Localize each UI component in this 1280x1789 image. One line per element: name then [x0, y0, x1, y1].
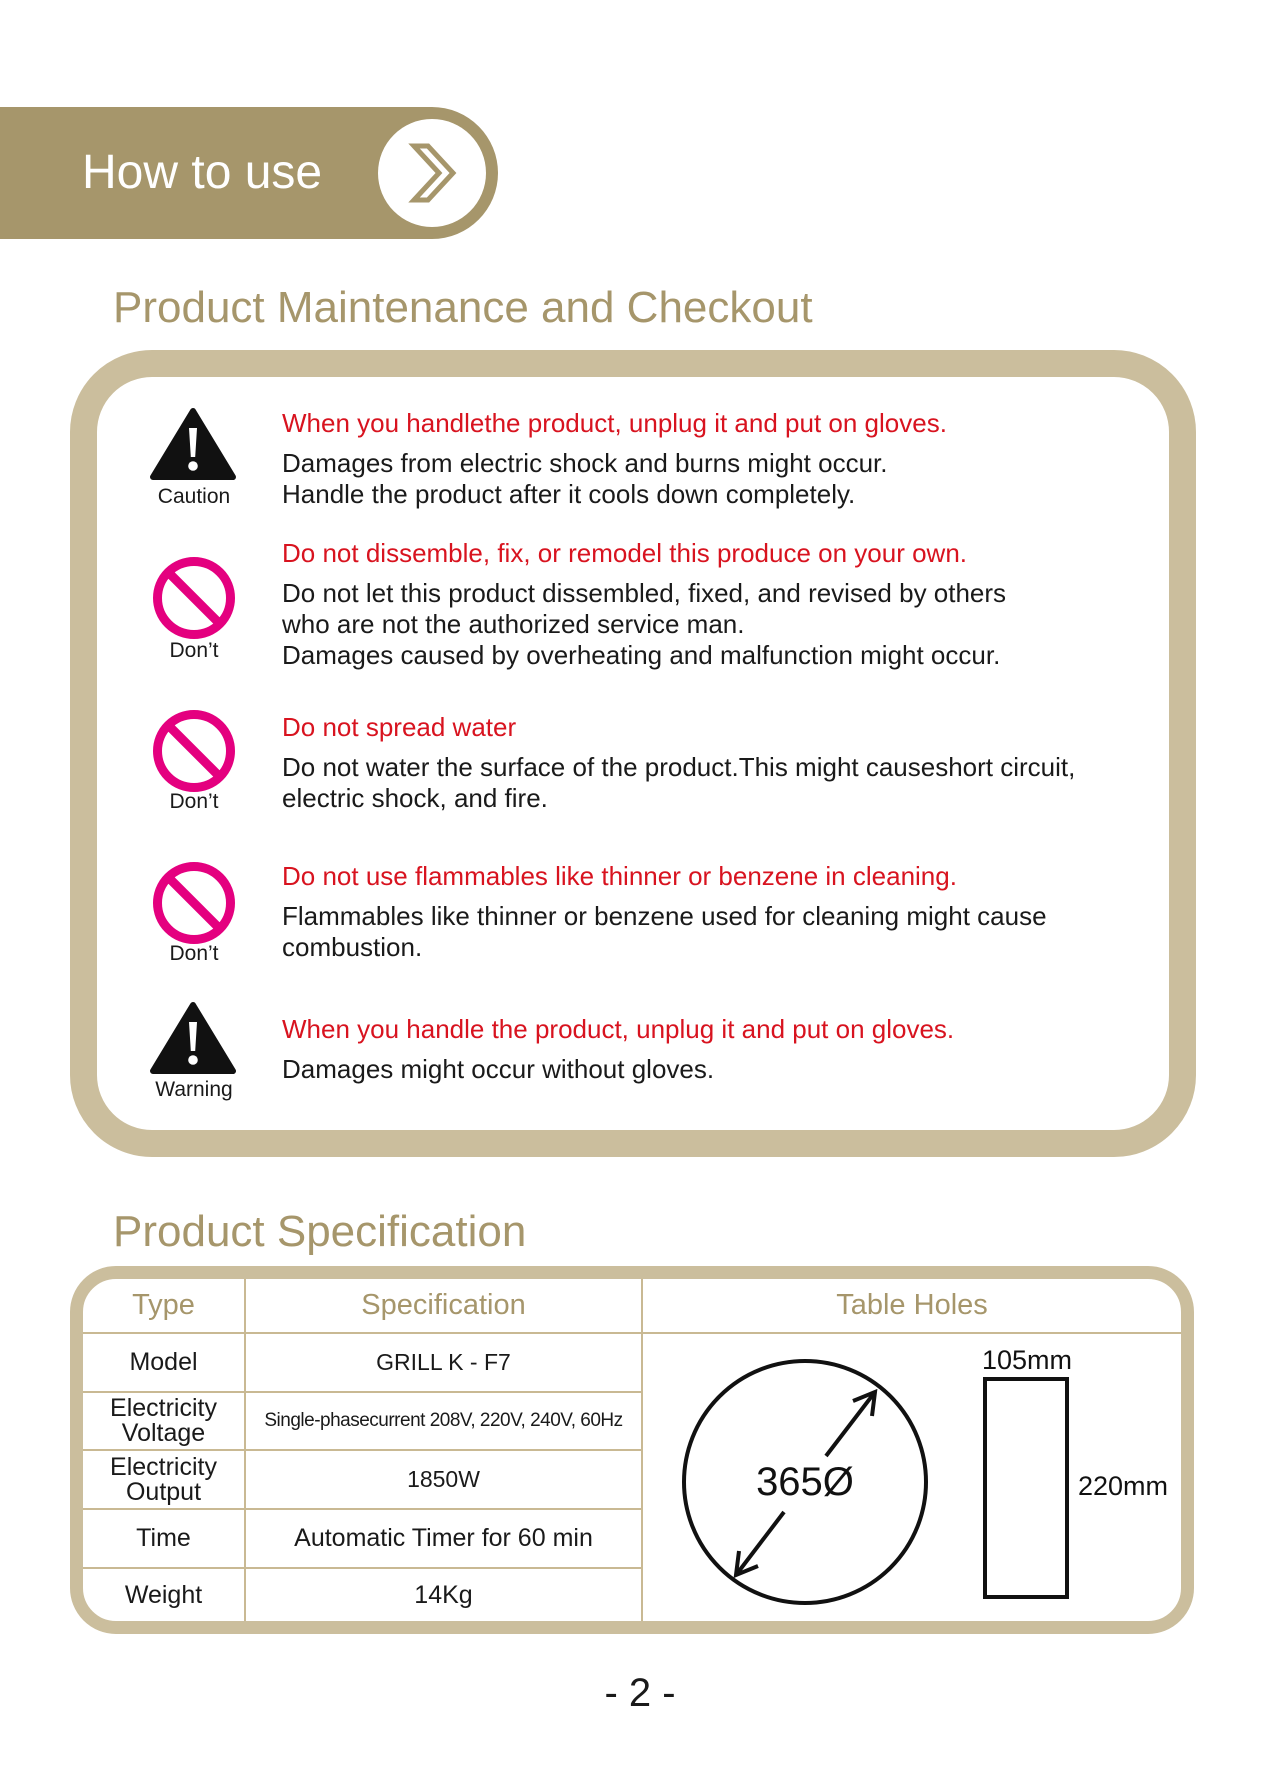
item-heading: Do not dissemble, fix, or remodel this produce on your own.	[282, 538, 968, 568]
row-label-line: Electricity	[110, 1394, 217, 1422]
item-body-line: combustion.	[282, 932, 423, 962]
prohibited-icon	[152, 709, 236, 793]
item-text	[282, 408, 1162, 510]
specification-panel	[70, 1266, 1194, 1634]
rect-hole-outline	[985, 1379, 1067, 1597]
chevron-right-svg	[378, 119, 486, 227]
row-label-line: Electricity	[110, 1452, 217, 1481]
page-number: - 2 -	[604, 1671, 676, 1715]
item-body-line: who are not the authorized service man.	[282, 609, 745, 639]
table-holes-diagram	[643, 1334, 1181, 1621]
item-heading: When you handle the product, unplug it and put on gloves.	[282, 1014, 955, 1044]
specification-title: Product Specification	[113, 1207, 527, 1256]
row-label-line: Voltage	[121, 1419, 206, 1447]
icon-label-dont: Don’t	[169, 639, 219, 662]
prohibited-icon	[152, 861, 236, 945]
chevron-right-icon	[378, 119, 486, 227]
item-body-line: Do not let this product dissembled, fixed, and revised by others	[282, 578, 1007, 608]
section-tab	[0, 107, 498, 239]
row-value-time: Automatic Timer for 60 min	[246, 1510, 643, 1569]
item-text	[282, 1014, 1162, 1085]
icon-label-warning: Warning	[155, 1078, 233, 1101]
maintenance-item	[97, 712, 1169, 813]
row-label-time	[83, 1510, 246, 1569]
row-label-model	[83, 1334, 246, 1393]
maintenance-item	[97, 408, 1169, 509]
item-body-line: Flammables like thinner or benzene used for cleaning might cause	[282, 901, 1047, 931]
item-body-line: Handle the product after it cools down completely.	[282, 479, 856, 509]
maintenance-item	[97, 1014, 1169, 1101]
item-text	[282, 538, 1162, 671]
row-label-line: Weight	[124, 1580, 203, 1609]
tab-title: How to use	[82, 146, 323, 199]
column-header-type: Type	[83, 1279, 246, 1334]
item-body-line: Do not water the surface of the product.This might causeshort circuit,	[282, 752, 1076, 782]
prohibited-icon	[152, 556, 236, 640]
icon-label-dont: Don’t	[169, 942, 219, 965]
row-label-output	[83, 1451, 246, 1510]
row-label-voltage	[83, 1393, 246, 1451]
item-text	[282, 712, 1162, 814]
item-body-line: electric shock, and fire.	[282, 783, 548, 813]
table-holes-svg	[643, 1334, 1181, 1621]
icon-label-dont: Don’t	[169, 790, 219, 813]
row-value-voltage: Single-phasecurrent 208V, 220V, 240V, 60Hz	[246, 1393, 643, 1451]
column-header-table-holes: Table Holes	[643, 1279, 1181, 1334]
item-body-line: Damages caused by overheating and malfunction might occur.	[282, 640, 1001, 670]
icon-label-caution: Caution	[157, 485, 231, 508]
row-label-line: Output	[125, 1477, 202, 1506]
item-body-line: Damages from electric shock and burns might occur.	[282, 448, 888, 478]
round-hole-diameter-label: 365Ø	[756, 1460, 854, 1504]
item-body-line: Damages might occur without gloves.	[282, 1054, 715, 1084]
maintenance-panel	[70, 350, 1196, 1157]
item-heading: Do not spread water	[282, 712, 517, 742]
item-heading: When you handlethe product, unplug it and put on gloves.	[282, 408, 947, 438]
diameter-arrow-up-icon	[826, 1392, 875, 1456]
rect-hole-height-label: 220mm	[1077, 1471, 1169, 1501]
maintenance-item	[97, 861, 1169, 965]
spec-table	[83, 1279, 1181, 1621]
item-text	[282, 861, 1162, 963]
maintenance-title: Product Maintenance and Checkout	[113, 283, 813, 332]
row-label-weight	[83, 1569, 246, 1621]
row-label-line: Model	[129, 1348, 198, 1376]
row-value-model: GRILL K - F7	[246, 1334, 643, 1393]
item-heading: Do not use flammables like thinner or benzene in cleaning.	[282, 861, 957, 891]
row-value-output: 1850W	[246, 1451, 643, 1510]
warning-icon	[149, 1000, 237, 1076]
column-header-specification: Specification	[246, 1279, 643, 1334]
row-label-line: Time	[136, 1524, 191, 1552]
caution-icon	[149, 406, 237, 482]
diameter-arrow-down-icon	[736, 1512, 784, 1575]
row-value-weight: 14Kg	[246, 1569, 643, 1621]
rect-hole-width-label: 105mm	[981, 1345, 1073, 1375]
maintenance-item	[97, 538, 1169, 670]
